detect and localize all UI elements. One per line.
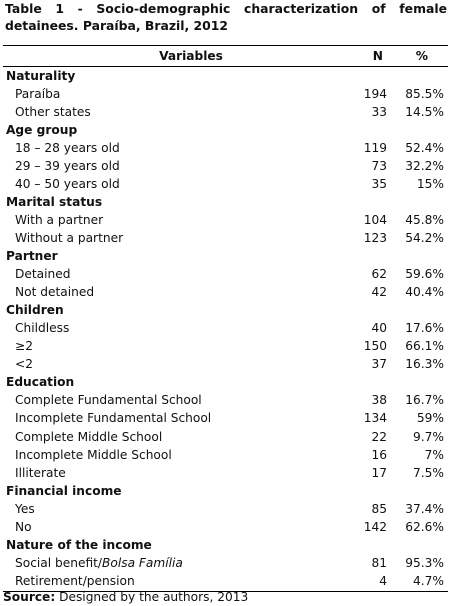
row-percent-value: 59% [416, 411, 444, 426]
row-n-value: 194 [363, 86, 387, 101]
table-row [3, 500, 448, 518]
row-percent-value: 14.5% [405, 104, 444, 119]
row-label: Without a partner [15, 230, 124, 245]
row-percent-value: 16.3% [405, 357, 444, 372]
row-label-italic: Bolsa Família [102, 555, 183, 570]
table-row [3, 518, 448, 536]
group-header-row [3, 482, 448, 500]
row-label: Other states [15, 104, 91, 119]
table-row [3, 103, 448, 121]
row-percent-value: 52.4% [405, 140, 444, 155]
row-label: Complete Fundamental School [15, 393, 202, 408]
row-label: No [15, 519, 32, 534]
group-header-row [3, 301, 448, 319]
header-n: N [372, 49, 383, 63]
table-row [3, 554, 448, 572]
table-row [3, 211, 448, 229]
table-top-rule [3, 45, 448, 46]
table-row [3, 572, 448, 590]
row-percent-value: 7% [424, 447, 444, 462]
group-header-row [3, 67, 448, 85]
group-title: Financial income [6, 483, 122, 498]
group-title: Partner [6, 249, 58, 263]
row-label-plain: Social benefit/ [15, 555, 103, 570]
row-label: With a partner [15, 212, 104, 227]
table-row [3, 355, 448, 373]
table-row [3, 428, 448, 446]
row-n-value: 134 [363, 411, 387, 426]
row-label: <2 [15, 357, 33, 372]
row-percent-value: 85.5% [405, 86, 444, 101]
table-row [3, 464, 448, 482]
table-row [3, 319, 448, 337]
table-caption: Table 1 - Socio-demographic characterization of female detainees. Paraíba, Brazil, 2012 [5, 1, 447, 33]
row-percent-value: 9.7% [413, 429, 444, 444]
source-text: Designed by the authors, 2013 [55, 590, 249, 604]
row-label: Childless [15, 321, 70, 336]
row-percent-value: 32.2% [405, 158, 444, 173]
row-n-value: 119 [363, 140, 387, 155]
row-n-value: 81 [371, 555, 387, 570]
table-row [3, 409, 448, 427]
row-n-value: 150 [363, 339, 387, 354]
table-row [3, 175, 448, 193]
row-label: Incomplete Middle School [15, 447, 172, 462]
row-n-value: 62 [371, 267, 387, 282]
row-percent-value: 17.6% [405, 321, 444, 336]
row-percent-value: 59.6% [405, 267, 444, 282]
group-title: Naturality [6, 68, 76, 83]
group-title: Children [6, 303, 64, 318]
row-n-value: 42 [371, 285, 387, 300]
row-label: Paraíba [15, 86, 61, 101]
row-percent-value: 40.4% [405, 285, 444, 300]
group-header-row [3, 373, 448, 391]
row-percent-value: 62.6% [405, 519, 444, 534]
table-header-row [3, 47, 448, 65]
row-label: 40 – 50 years old [15, 176, 120, 191]
row-label: 18 – 28 years old [15, 140, 120, 155]
row-percent-value: 16.7% [405, 393, 444, 408]
row-label: Illiterate [15, 465, 66, 480]
source-prefix: Source: [3, 590, 56, 604]
header-variables: Variables [159, 49, 223, 63]
row-percent-value: 95.3% [405, 555, 444, 570]
row-n-value: 40 [371, 321, 387, 336]
table-row [3, 139, 448, 157]
header-pct: % [415, 49, 428, 63]
group-header-row [3, 121, 448, 139]
row-n-value: 85 [371, 501, 387, 516]
row-label: Complete Middle School [15, 429, 163, 444]
table-row [3, 391, 448, 409]
table-row [3, 446, 448, 464]
table-row [3, 337, 448, 355]
row-label: Incomplete Fundamental School [15, 411, 212, 426]
group-title: Education [6, 375, 75, 390]
group-header-row [3, 247, 448, 265]
row-n-value: 16 [371, 447, 387, 462]
group-title: Marital status [6, 194, 103, 209]
group-header-row [3, 536, 448, 554]
row-n-value: 38 [371, 393, 387, 408]
row-label: Detained [15, 267, 71, 282]
group-title: Age group [6, 122, 78, 137]
table-row [3, 229, 448, 247]
row-n-value: 17 [371, 465, 387, 480]
row-percent-value: 15% [416, 176, 444, 191]
row-n-value: 142 [363, 519, 387, 534]
row-n-value: 4 [379, 573, 387, 588]
row-percent-value: 45.8% [405, 212, 444, 227]
row-percent-value: 4.7% [413, 573, 444, 588]
table-source [3, 589, 248, 605]
table-row [3, 283, 448, 301]
row-label: Yes [15, 501, 35, 516]
row-label: 29 – 39 years old [15, 158, 120, 173]
row-percent-value: 37.4% [405, 501, 444, 516]
row-percent-value: 54.2% [405, 230, 444, 245]
row-n-value: 104 [363, 212, 387, 227]
row-n-value: 33 [371, 104, 387, 119]
table-row [3, 157, 448, 175]
row-n-value: 123 [363, 230, 387, 245]
row-n-value: 73 [371, 158, 387, 173]
table-row [3, 85, 448, 103]
row-n-value: 35 [371, 176, 387, 191]
group-header-row [3, 193, 448, 211]
row-percent-value: 66.1% [405, 339, 444, 354]
row-n-value: 22 [371, 429, 387, 444]
row-percent-value: 7.5% [413, 465, 444, 480]
row-label: Not detained [15, 285, 95, 300]
row-label [15, 554, 183, 572]
group-title: Nature of the income [6, 537, 152, 552]
row-label: Retirement/pension [15, 573, 135, 588]
row-n-value: 37 [371, 357, 387, 372]
table-row [3, 265, 448, 283]
row-label: ≥2 [15, 339, 33, 354]
